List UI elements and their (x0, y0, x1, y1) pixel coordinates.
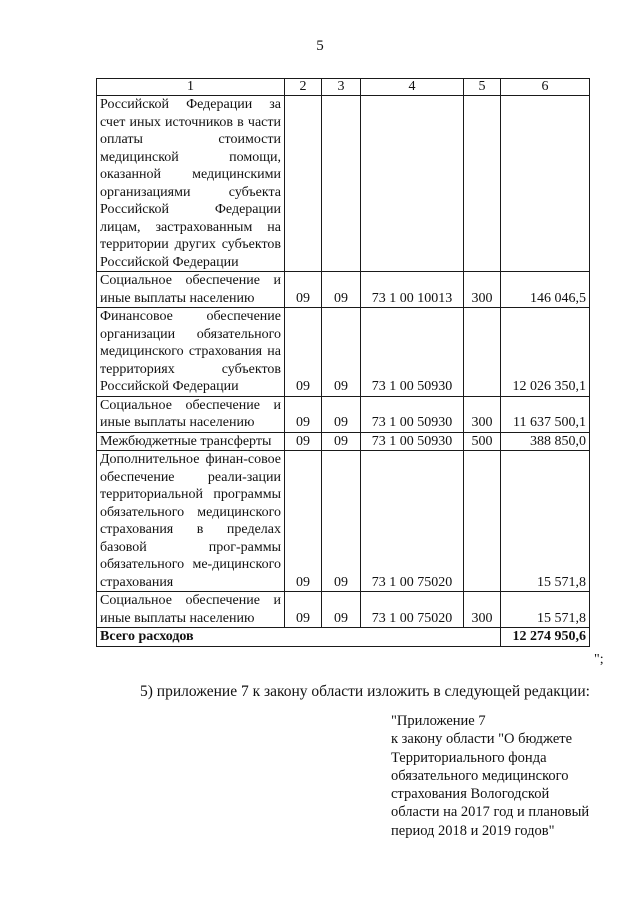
total-label: Всего расходов (97, 628, 501, 647)
section-cell: 09 (285, 396, 322, 432)
row-name-cell: Социальное обеспечение и иные выплаты населению (97, 396, 285, 432)
section-cell: 09 (285, 451, 322, 592)
expense-type-cell: 500 (464, 432, 501, 451)
row-name-cell: Социальное обеспечение и иные выплаты населению (97, 592, 285, 628)
column-header: 4 (361, 79, 464, 96)
subsection-cell: 09 (322, 432, 361, 451)
subsection-cell: 09 (322, 396, 361, 432)
section-cell: 09 (285, 432, 322, 451)
target-article-cell: 73 1 00 50930 (361, 432, 464, 451)
amendment-paragraph: 5) приложение 7 к закону области изложить в следующей редакции: (140, 683, 590, 700)
table-row (97, 396, 590, 432)
expense-type-cell: 300 (464, 592, 501, 628)
subsection-cell: 09 (322, 308, 361, 397)
amount-cell: 388 850,0 (501, 432, 590, 451)
appendix-heading-line: страхования Вологодской (391, 786, 550, 803)
section-cell: 09 (285, 308, 322, 397)
amount-cell: 146 046,5 (501, 272, 590, 308)
expense-type-cell (464, 451, 501, 592)
table-row (97, 432, 590, 451)
table-row (97, 272, 590, 308)
amount-cell: 12 026 350,1 (501, 308, 590, 397)
column-header: 2 (285, 79, 322, 96)
expense-type-cell (464, 96, 501, 272)
amount-cell: 11 637 500,1 (501, 396, 590, 432)
row-name-cell: Межбюджетные трансферты (97, 432, 285, 451)
subsection-cell: 09 (322, 592, 361, 628)
table-row (97, 592, 590, 628)
table-row (97, 451, 590, 592)
target-article-cell: 73 1 00 50930 (361, 308, 464, 397)
expense-type-cell: 300 (464, 396, 501, 432)
subsection-cell: 09 (322, 272, 361, 308)
subsection-cell (322, 96, 361, 272)
table-row (97, 308, 590, 397)
amount-cell: 15 571,8 (501, 451, 590, 592)
row-name-cell: Российской Федерации за счет иных источников в части оплаты стоимости медицинской помощи, оказанной медицинскими организациями субъекта Российской Федерации лицам, застрахованным на территории других субъектов Российской Федерации (97, 96, 285, 272)
target-article-cell: 73 1 00 10013 (361, 272, 464, 308)
target-article-cell (361, 96, 464, 272)
total-row (97, 628, 590, 647)
closing-quote: "; (594, 652, 604, 667)
section-cell: 09 (285, 272, 322, 308)
table-row (97, 96, 590, 272)
appendix-heading-line: "Приложение 7 (391, 713, 486, 729)
expense-type-cell (464, 308, 501, 397)
appendix-heading-line: обязательного медицинского (391, 767, 569, 784)
amount-cell (501, 96, 590, 272)
section-cell: 09 (285, 592, 322, 628)
appendix-heading-line: к закону области "О бюджете (391, 731, 573, 748)
target-article-cell: 73 1 00 75020 (361, 592, 464, 628)
column-header: 1 (97, 79, 285, 96)
row-name-cell: Финансовое обеспечение организации обязательного медицинского страхования на территориях субъектов Российской Федерации (97, 308, 285, 397)
appendix-heading-line: период 2018 и 2019 годов" (391, 822, 555, 839)
target-article-cell: 73 1 00 50930 (361, 396, 464, 432)
row-name-cell: Дополнительное финан-совое обеспечение реали-зации территориальной программы обязательного медицинского страхования в пределах базовой прог-раммы обязательного ме-дицинского страхования (97, 451, 285, 592)
target-article-cell: 73 1 00 75020 (361, 451, 464, 592)
page-number: 5 (316, 38, 324, 54)
appendix-heading-line: области на 2017 год и плановый (391, 804, 590, 821)
row-name-cell: Социальное обеспечение и иные выплаты населению (97, 272, 285, 308)
budget-table (96, 78, 590, 647)
amount-cell: 15 571,8 (501, 592, 590, 628)
column-header: 3 (322, 79, 361, 96)
appendix-heading-line: Территориального фонда (391, 749, 547, 766)
total-amount: 12 274 950,6 (501, 628, 590, 647)
subsection-cell: 09 (322, 451, 361, 592)
appendix-heading (391, 712, 631, 840)
table-header-row (97, 79, 590, 96)
expense-type-cell: 300 (464, 272, 501, 308)
column-header: 6 (501, 79, 590, 96)
column-header: 5 (464, 79, 501, 96)
section-cell (285, 96, 322, 272)
